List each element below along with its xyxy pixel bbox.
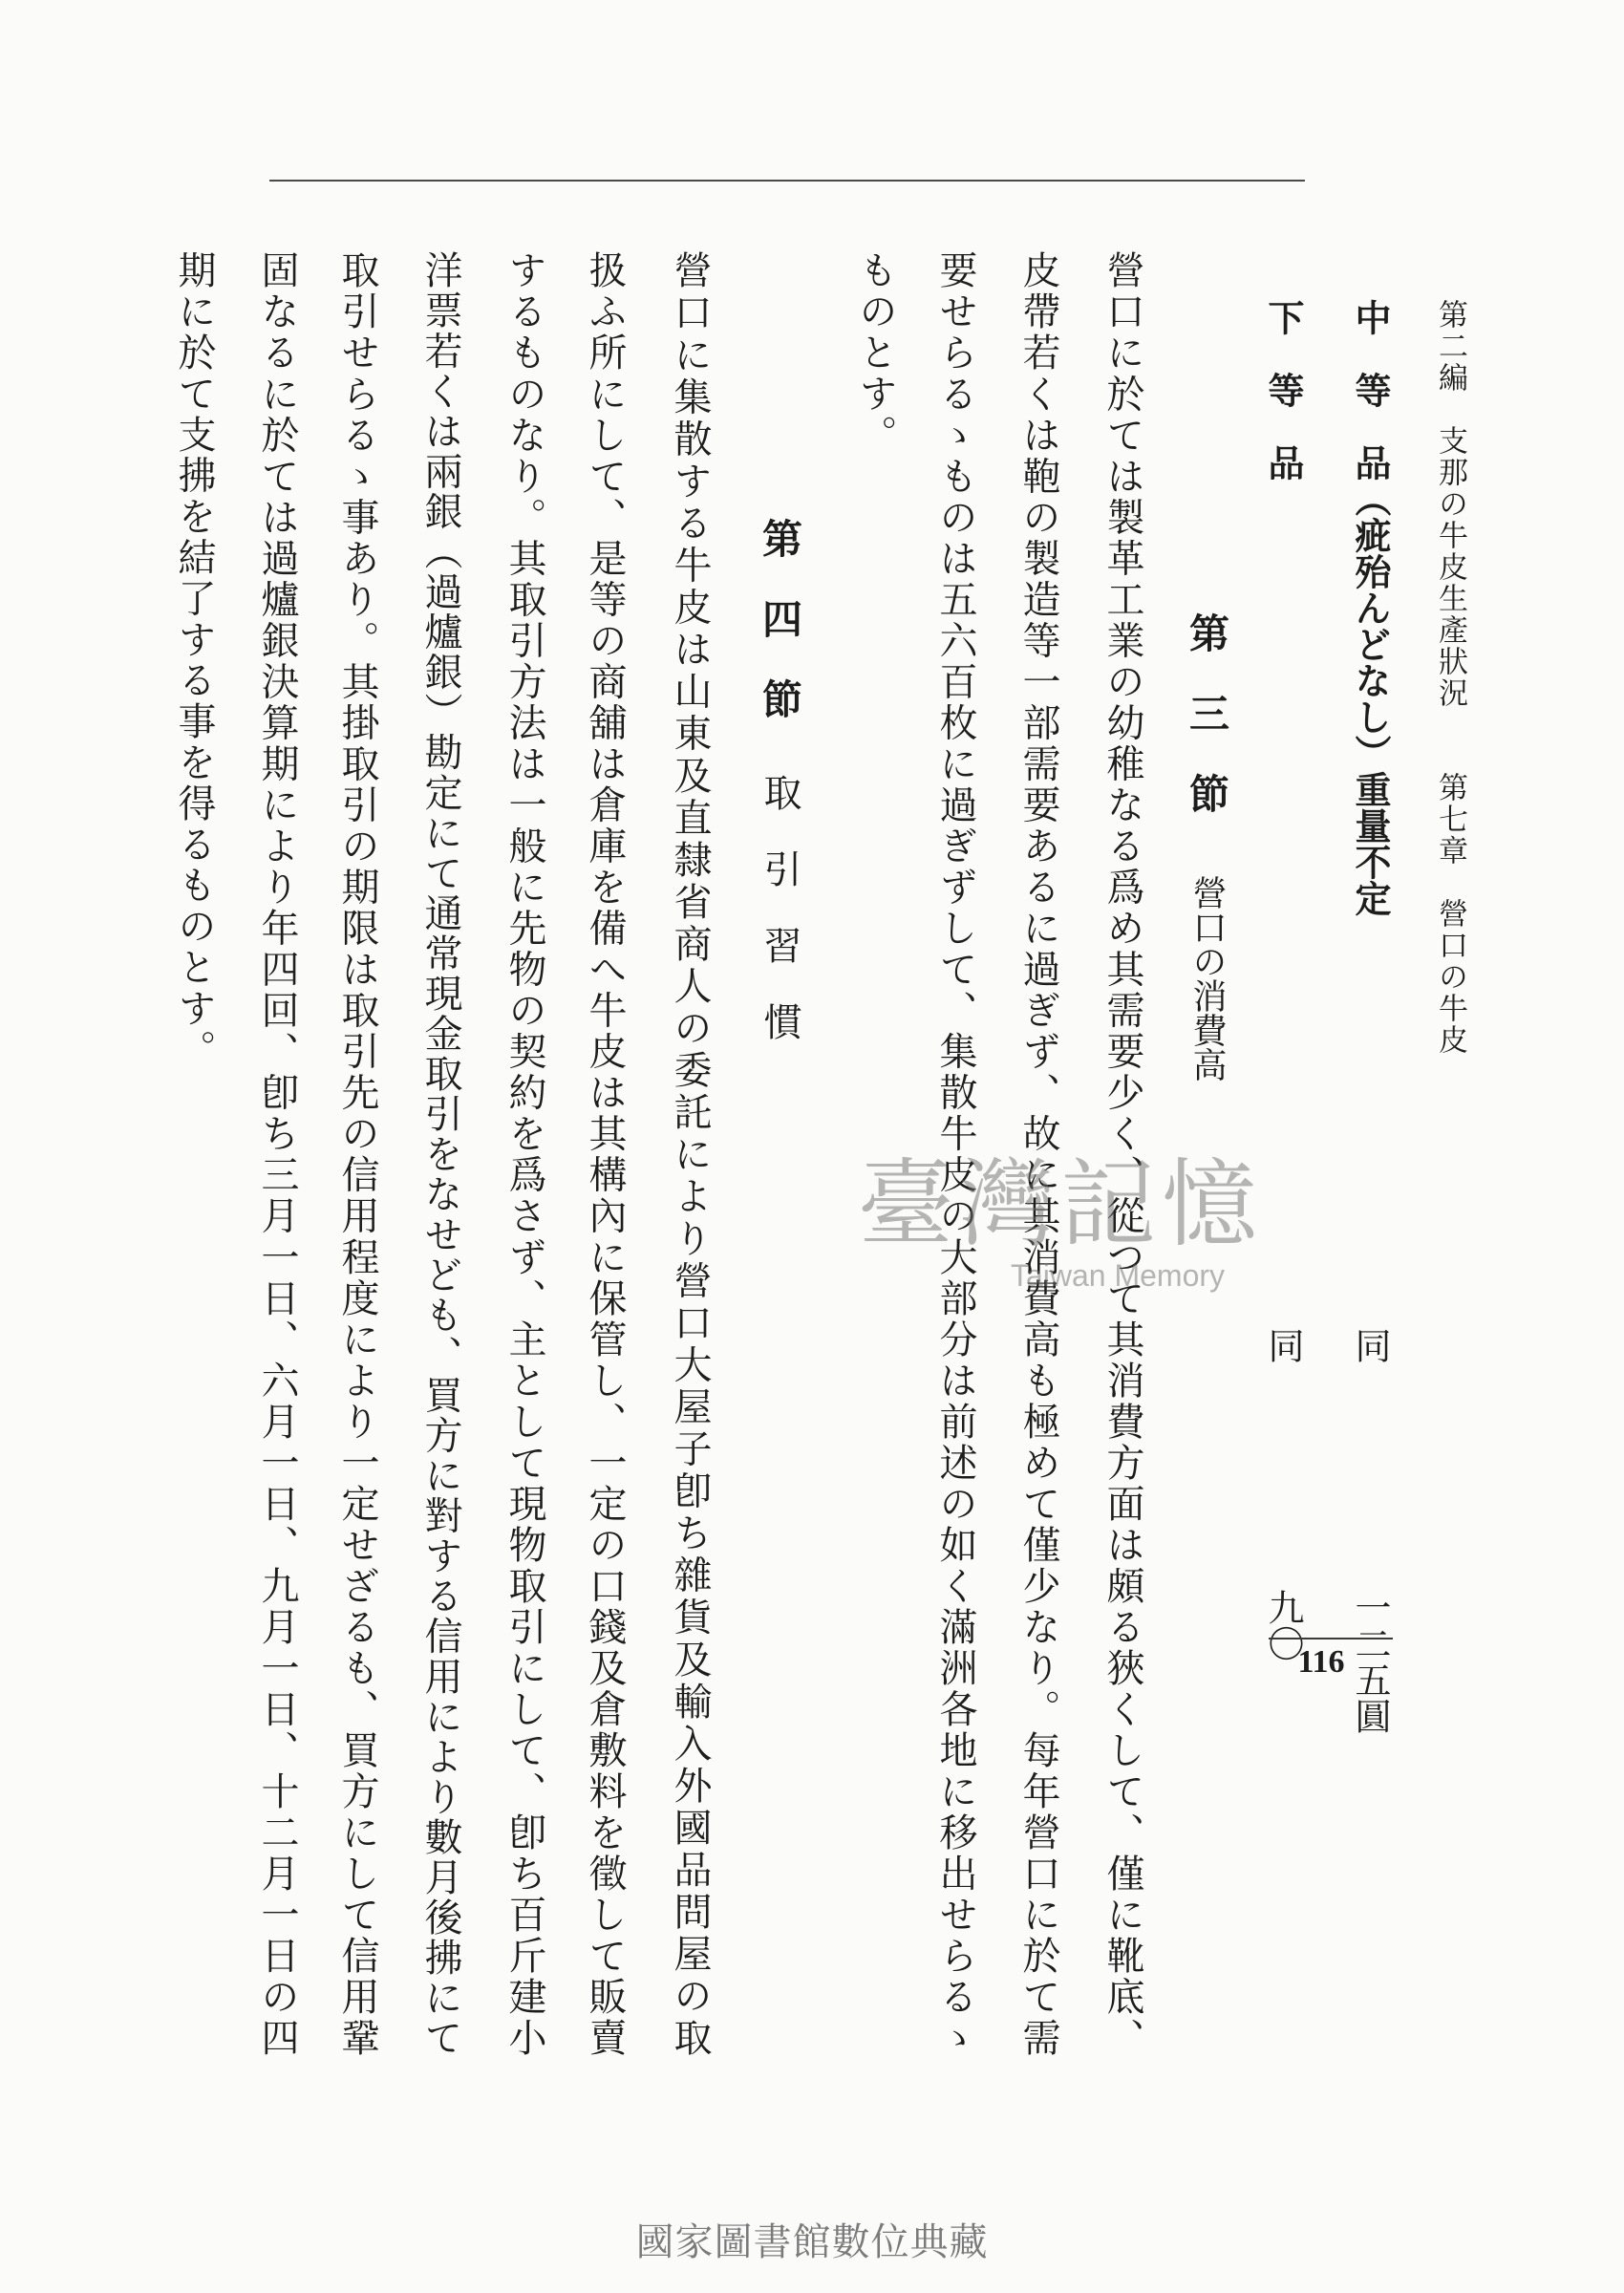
section4-title: 取 引 習 慣 — [758, 773, 801, 1040]
section4-line-1: 營口に集散する牛皮は山東及直隸省商人の委託により營口大屋子卽ち雜貨及輸入外國品問屋の取 — [668, 250, 712, 2056]
section3-line-4: ものとす。 — [853, 250, 897, 456]
watermark-subtitle: Taiwan Memory — [1010, 1258, 1226, 1293]
grade-row-low-price: 九〇 — [1262, 1589, 1304, 1661]
page-number: 116 — [1297, 1644, 1345, 1680]
section4-line-7: 期に於て支拂を結了する事を得るものとす。 — [172, 250, 216, 1070]
running-head: 第二編 支那の牛皮生產狀況 第七章 營口の牛皮 — [1433, 299, 1467, 1056]
grade-row-medium-ditto: 同 — [1349, 1327, 1391, 1363]
section4-line-3: するものなり。其取引方法は一般に先物の契約を爲さず、主として現物取引にして、卽ち百斤建小 — [502, 250, 546, 2056]
section4-line-5: 取引せらるゝ事あり。其掛取引の期限は取引先の信用程度により一定せざるも、買方にして信用鞏 — [335, 250, 379, 2056]
section3-line-2: 皮帶若くは鞄の製造等一部需要あるに過ぎず、故に其消費高も極めて僅少なり。每年營口に於て需 — [1016, 250, 1060, 2056]
section3-heading: 第 三 節 — [1184, 612, 1230, 813]
page-number-rule — [1269, 1638, 1393, 1639]
section4-line-4: 洋票若くは兩銀（過爐銀）勘定にて通常現金取引をなせども、買方に對する信用により數月後拂にて — [418, 250, 462, 2056]
watermark-title: 臺灣記憶 — [858, 1148, 1263, 1260]
section4-heading: 第 四 節 — [757, 518, 803, 718]
archive-footer: 國家圖書館數位典藏 — [635, 2220, 989, 2264]
section3-line-3: 要せらるゝものは五六百枚に過ぎずして、集散牛皮の大部分は前述の如く滿洲各地に移出せらるゝ — [933, 250, 977, 2056]
grade-row-low-ditto: 同 — [1262, 1327, 1304, 1363]
section3-line-1: 營口に於ては製革工業の幼稚なる爲め其需要少く、從つて其消費方面は頗る狹くして、僅に靴底、 — [1100, 250, 1144, 2056]
grade-row-low: 下 等 品 — [1262, 299, 1305, 481]
grade-row-medium: 中 等 品（疵殆んどなし）重量不定 — [1349, 299, 1392, 916]
top-rule — [269, 180, 1305, 182]
section3-title: 營口の消費高 — [1187, 875, 1227, 1082]
section4-line-2: 扱ふ所にして、是等の商舖は倉庫を備へ牛皮は其構內に保管し、一定の口錢及倉敷料を徵して販賣 — [583, 250, 627, 2056]
section4-line-6: 固なるに於ては過爐銀決算期により年四回、卽ち三月一日、六月一日、九月一日、十二月一日の四 — [255, 250, 299, 2056]
grade-row-medium-price: 一二五圓 — [1349, 1589, 1391, 1734]
